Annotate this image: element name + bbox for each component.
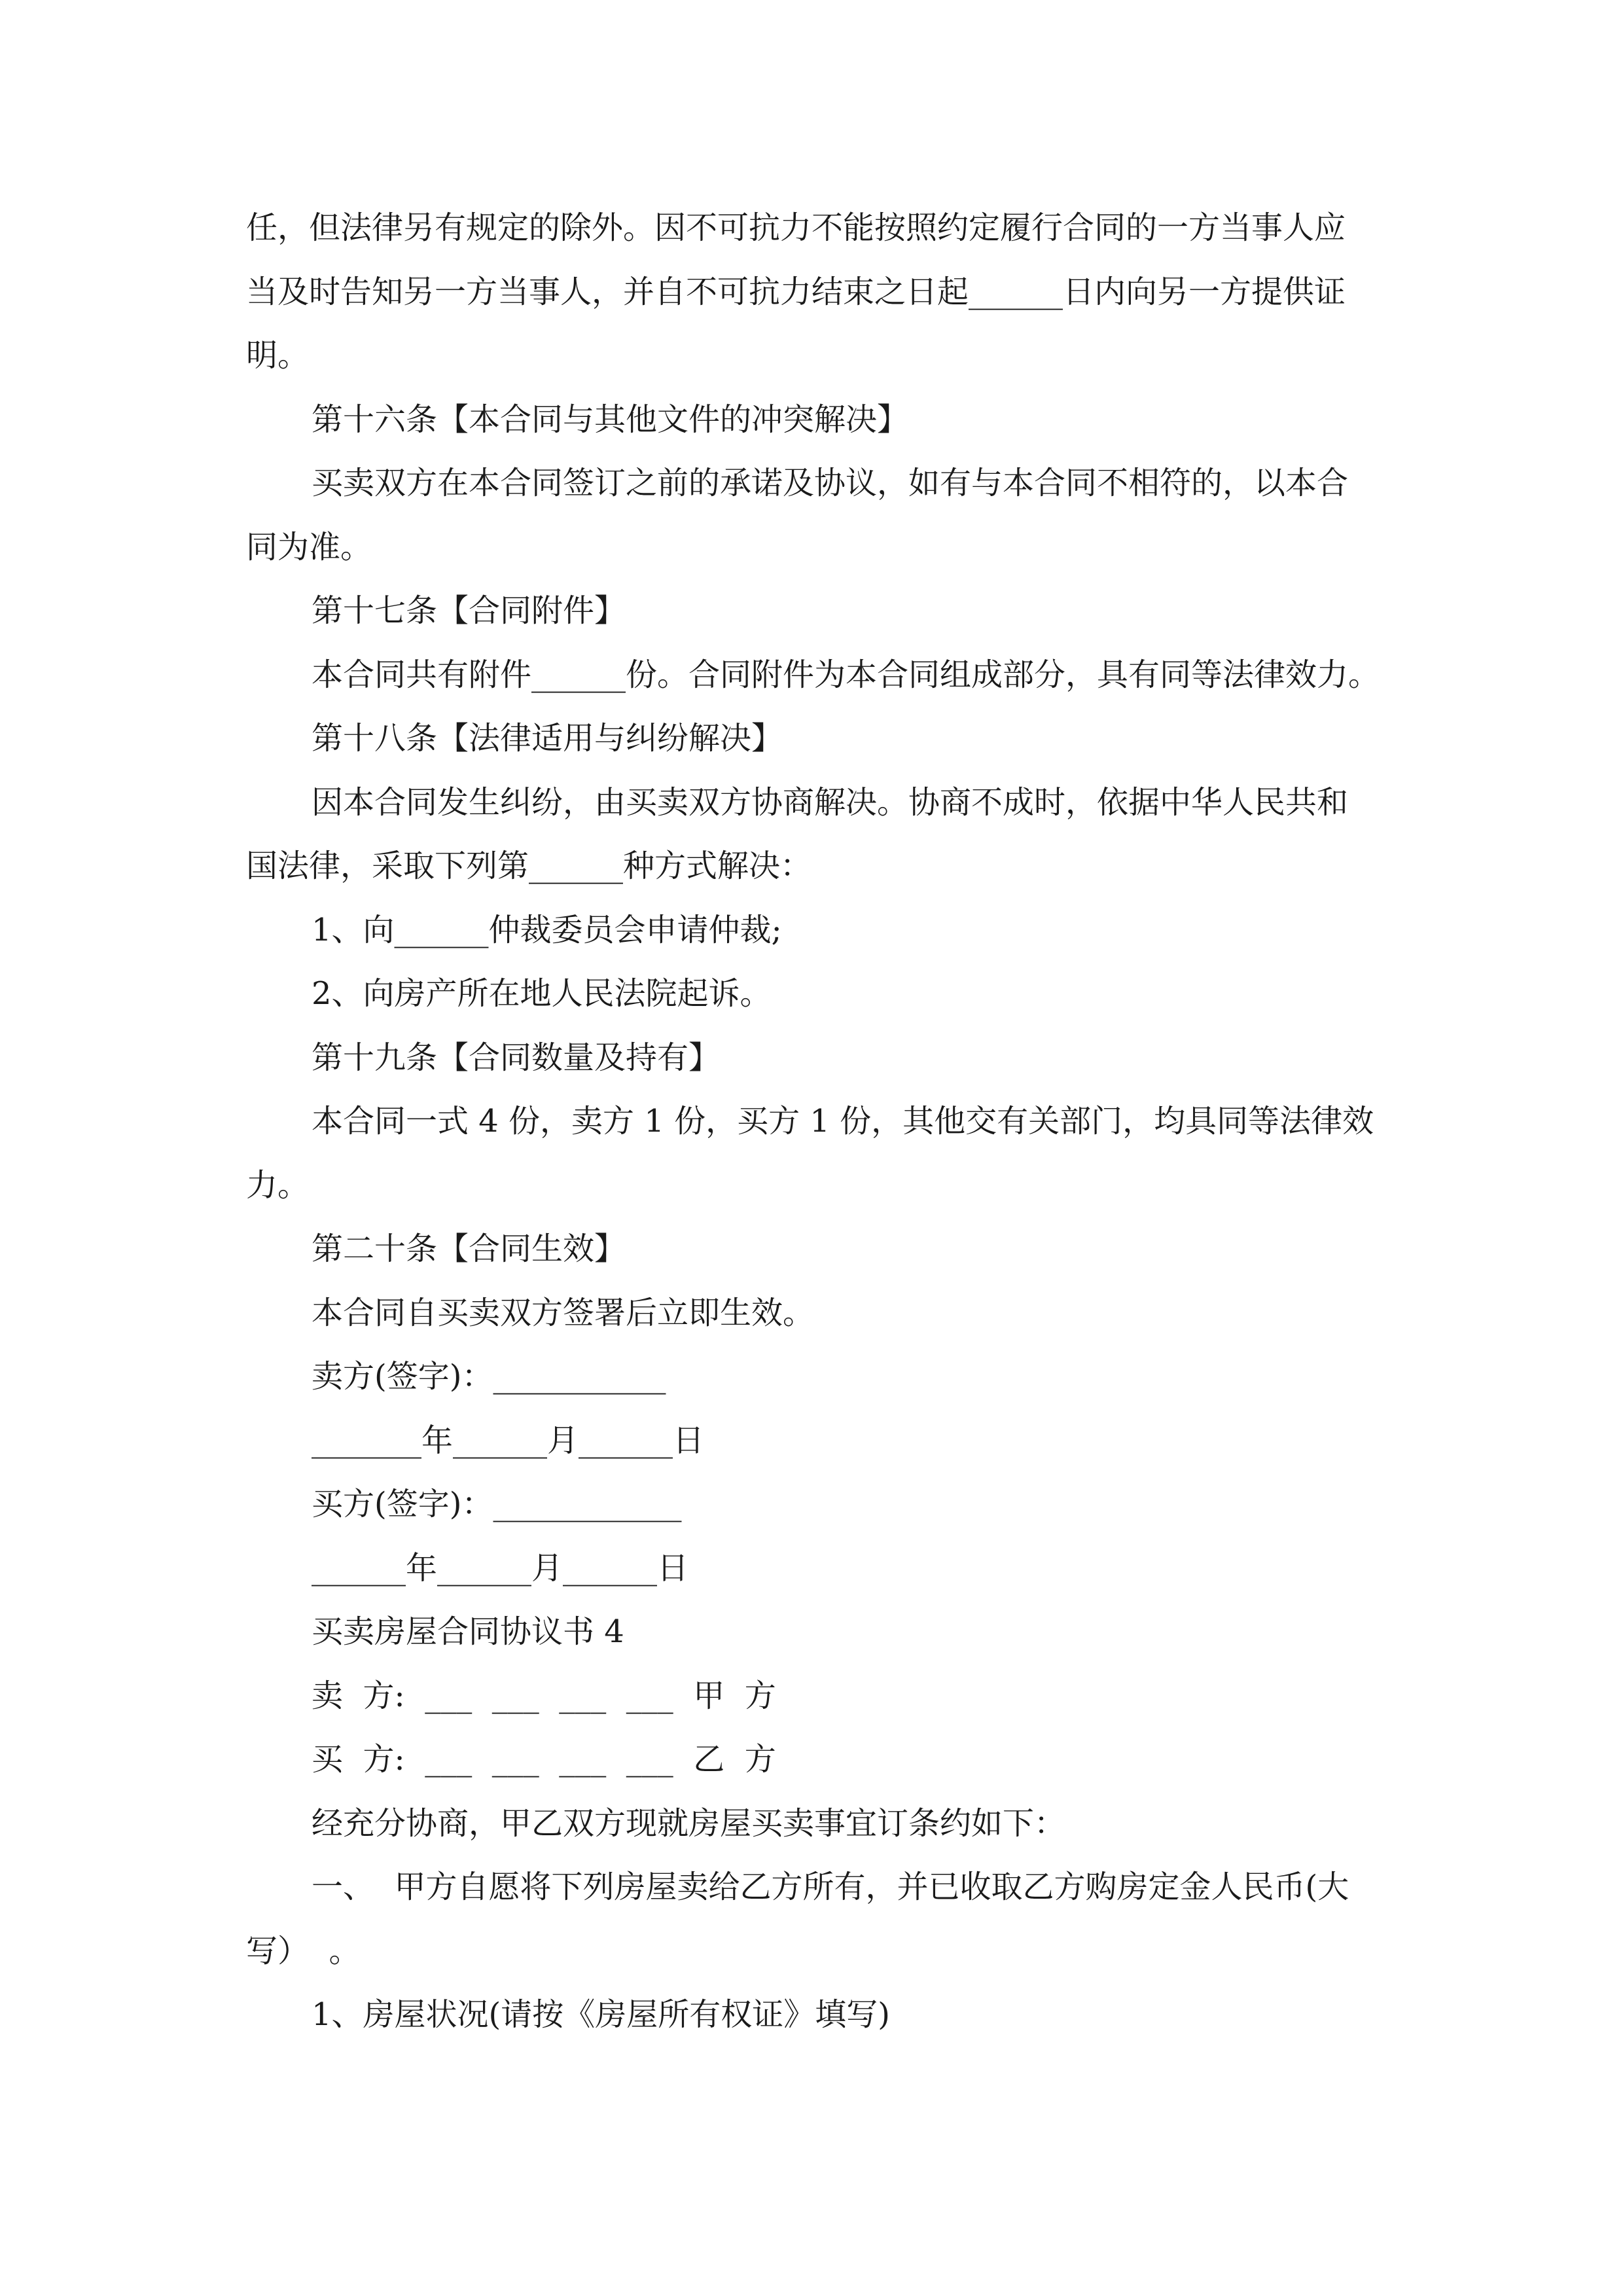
text-line: 力。: [246, 1166, 310, 1204]
text-line: 本合同共有附件______份。合同附件为本合同组成部分，具有同等法律效力。: [312, 656, 1380, 693]
text-line: 国法律，采取下列第______种方式解决：: [246, 848, 812, 884]
text-line: 卖方(签字)：___________: [312, 1358, 666, 1395]
text-line: 买卖双方在本合同签订之前的承诺及协议，如有与本合同不相符的，以本合: [312, 465, 1349, 501]
text-line: 任，但法律另有规定的除外。因不可抗力不能按照约定履行合同的一方当事人应: [246, 209, 1346, 246]
text-line: _______年______月______日: [312, 1422, 705, 1459]
text-line: 同为准。: [246, 528, 372, 565]
text-line: 一、 甲方自愿将下列房屋卖给乙方所有，并已收取乙方购房定金人民币(大: [312, 1869, 1349, 1905]
text-line: 1、房屋状况(请按《房屋所有权证》填写): [312, 1996, 890, 2033]
text-line: 第十八条【法律适用与纠纷解决】: [312, 720, 783, 757]
text-line: 2、向房产所在地人民法院起诉。: [312, 975, 772, 1012]
document-body: [246, 196, 1382, 2047]
text-line: 第十九条【合同数量及持有】: [312, 1039, 721, 1076]
text-line: ______年______月______日: [312, 1549, 689, 1587]
text-line: 买方(签字)：____________: [312, 1486, 682, 1522]
text-line: 明。: [246, 337, 310, 374]
text-line: 因本合同发生纠纷，由买卖双方协商解决。协商不成时，依据中华人民共和: [312, 783, 1349, 821]
text-line: 第十七条【合同附件】: [312, 592, 626, 629]
text-line: 写） 。: [246, 1932, 361, 1969]
text-line: 本合同一式 4 份，卖方 1 份，买方 1 份，其他交有关部门，均具同等法律效: [312, 1103, 1374, 1139]
text-line: 当及时告知另一方当事人，并自不可抗力结束之日起______日内向另一方提供证: [246, 273, 1346, 310]
text-line: 本合同自买卖双方签署后立即生效。: [312, 1294, 815, 1331]
text-line: 第二十条【合同生效】: [312, 1230, 626, 1267]
text-line: 买卖房屋合同协议书 4: [312, 1613, 624, 1650]
text-line: 经充分协商，甲乙双方现就房屋买卖事宜订条约如下：: [312, 1804, 1066, 1842]
text-line: 1、向______仲裁委员会申请仲裁;: [312, 911, 782, 948]
text-line: 第十六条【本合同与其他文件的冲突解决】: [312, 401, 909, 438]
text-line: 买 方: ___ ___ ___ ___ 乙 方: [312, 1741, 776, 1778]
text-line: 卖 方: ___ ___ ___ ___ 甲 方: [312, 1677, 776, 1714]
